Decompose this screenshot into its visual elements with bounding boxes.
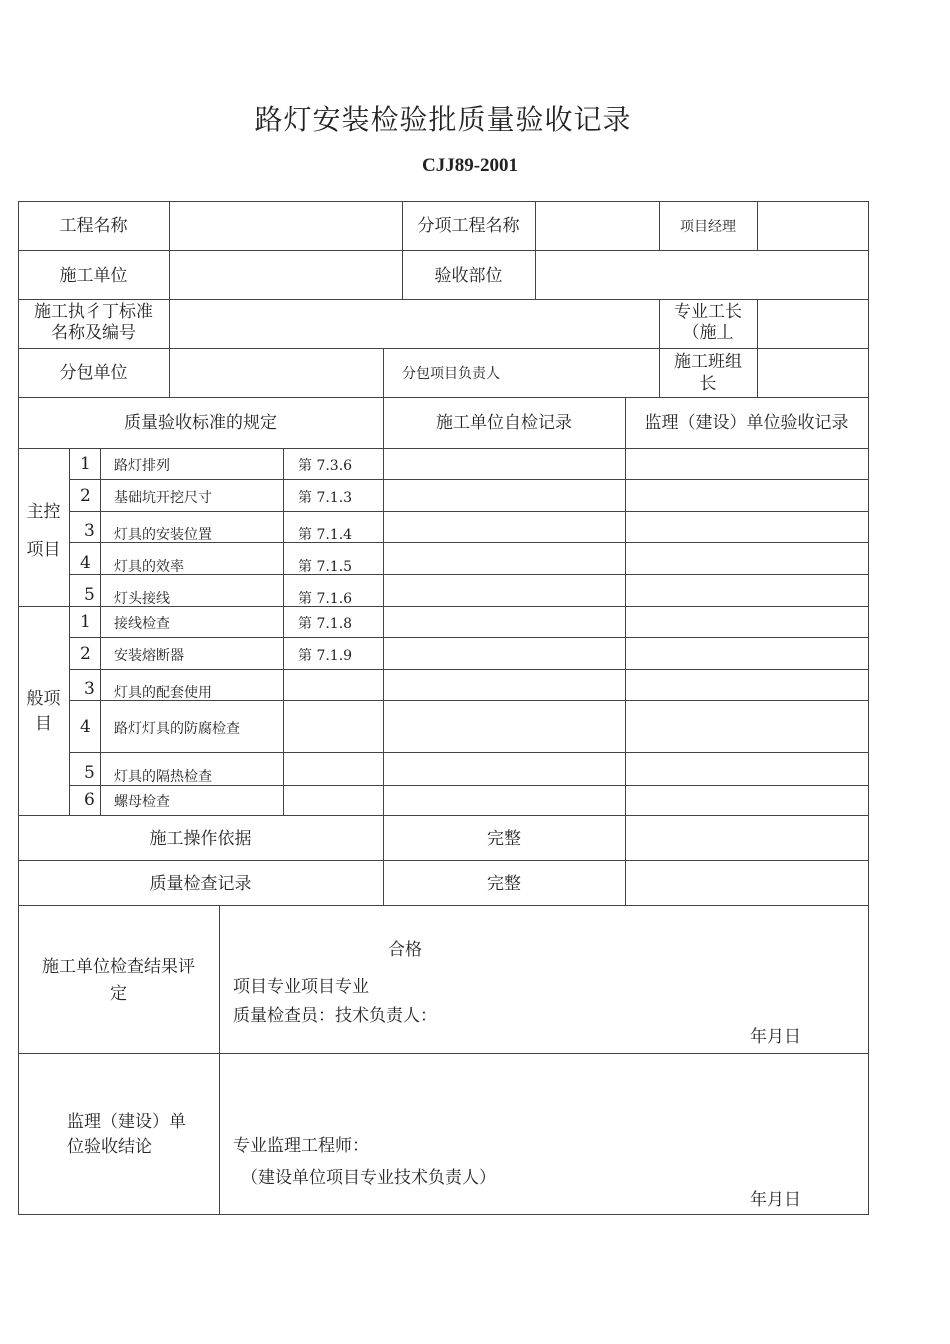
table-row-clause: 第 7.3.6 bbox=[298, 458, 353, 474]
project-name-label: 工程名称 bbox=[59, 216, 128, 236]
table-row-item: 螺母检查 bbox=[114, 794, 170, 810]
page-title: 路灯安装检验批质量验收记录 bbox=[254, 103, 632, 136]
table-line bbox=[69, 511, 869, 512]
table-row-item: 灯具的效率 bbox=[114, 559, 184, 575]
basis-label: 施工操作依据 bbox=[149, 829, 252, 849]
table-row-item: 基础坑开挖尺寸 bbox=[114, 490, 212, 506]
foreman-label-line2: （施丄 bbox=[682, 323, 734, 343]
table-line bbox=[69, 479, 869, 480]
sub-project-label: 分项工程名称 bbox=[417, 216, 520, 236]
foreman-label-line1: 专业工长 bbox=[674, 302, 742, 322]
main-items-label-line2: 项目 bbox=[26, 540, 61, 560]
table-row-item: 灯具的隔热检查 bbox=[114, 769, 212, 785]
records-label: 质量检查记录 bbox=[149, 874, 252, 894]
table-line bbox=[18, 299, 869, 300]
table-row-clause: 第 7.1.9 bbox=[298, 648, 353, 664]
table-row-number: 1 bbox=[80, 454, 91, 474]
table-line bbox=[69, 574, 869, 575]
supervision-result-label-line2: 位验收结论 bbox=[67, 1137, 152, 1157]
column-header-supervision: 监理（建设）单位验收记录 bbox=[644, 413, 849, 433]
table-line bbox=[69, 448, 70, 815]
table-row-clause: 第 7.1.4 bbox=[298, 527, 353, 543]
table-line bbox=[69, 669, 869, 670]
contractor-signature-line1: 项目专业项目专业 bbox=[233, 977, 369, 997]
contractor-result-label-line1: 施工单位检查结果评 bbox=[42, 957, 195, 977]
table-row-clause: 第 7.1.3 bbox=[298, 490, 353, 506]
table-line bbox=[535, 201, 536, 299]
table-line bbox=[18, 860, 869, 861]
table-row-item: 灯头接线 bbox=[114, 591, 170, 607]
sub-leader-label: 分包项目负责人 bbox=[402, 366, 500, 382]
table-row-number: 6 bbox=[84, 790, 95, 810]
table-row-number: 3 bbox=[84, 521, 95, 541]
records-value: 完整 bbox=[487, 874, 521, 894]
table-line bbox=[757, 201, 758, 250]
table-line bbox=[18, 250, 869, 251]
table-line bbox=[18, 1214, 869, 1215]
table-line bbox=[219, 905, 220, 1214]
main-items-label-line1: 主控 bbox=[26, 502, 61, 522]
table-row-clause: 第 7.1.6 bbox=[298, 591, 353, 607]
table-row-item: 灯具的安装位置 bbox=[114, 527, 212, 543]
basis-value: 完整 bbox=[487, 829, 521, 849]
acceptance-part-label: 验收部位 bbox=[434, 266, 503, 286]
table-line bbox=[18, 348, 869, 349]
table-line bbox=[868, 201, 869, 1215]
team-leader-label-line2: 长 bbox=[699, 374, 717, 394]
table-row-item: 路灯排列 bbox=[114, 458, 170, 474]
table-line bbox=[18, 397, 869, 398]
table-line bbox=[625, 397, 626, 905]
table-line bbox=[18, 201, 869, 202]
team-leader-label-line1: 施工班组 bbox=[674, 352, 742, 372]
contractor-verdict: 合格 bbox=[388, 940, 422, 960]
table-row-clause: 第 7.1.8 bbox=[298, 616, 353, 632]
table-row-clause: 第 7.1.5 bbox=[298, 559, 353, 575]
standard-label-line1: 施工执彳丁标准 bbox=[34, 302, 153, 322]
table-row-number: 3 bbox=[84, 679, 95, 699]
table-row-item: 接线检查 bbox=[114, 616, 170, 632]
contractor-result-label-line2: 定 bbox=[110, 984, 127, 1004]
table-row-number: 4 bbox=[80, 553, 91, 573]
contractor-date: 年月日 bbox=[750, 1027, 801, 1047]
table-row-number: 5 bbox=[84, 585, 95, 605]
column-header-standard: 质量验收标准的规定 bbox=[124, 413, 277, 433]
table-line bbox=[69, 752, 869, 753]
general-items-label-line2: 目 bbox=[35, 714, 52, 734]
table-line bbox=[69, 637, 869, 638]
subcontractor-label: 分包单位 bbox=[59, 363, 128, 383]
table-line bbox=[283, 448, 284, 815]
table-row-item: 路灯灯具的防腐检查 bbox=[114, 721, 240, 737]
table-line bbox=[100, 448, 101, 815]
table-line bbox=[757, 299, 758, 397]
table-line bbox=[18, 448, 869, 449]
standard-label-line2: 名称及编号 bbox=[51, 323, 136, 343]
table-row-number: 1 bbox=[80, 612, 91, 632]
standard-code: CJJ89-2001 bbox=[421, 155, 519, 176]
contractor-signature-line2: 质量检查员：技术负责人： bbox=[233, 1006, 437, 1026]
table-row-number: 5 bbox=[84, 763, 95, 783]
contractor-label: 施工单位 bbox=[59, 266, 128, 286]
column-header-self-check: 施工单位自检记录 bbox=[436, 413, 572, 433]
table-row-number: 2 bbox=[80, 644, 91, 664]
table-row-number: 2 bbox=[80, 486, 91, 506]
supervision-result-label-line1: 监理（建设）单 bbox=[67, 1112, 186, 1132]
table-line bbox=[18, 1053, 869, 1054]
table-row-item: 灯具的配套使用 bbox=[114, 685, 212, 701]
project-manager-label: 项目经理 bbox=[680, 219, 736, 235]
table-row-number: 4 bbox=[80, 717, 91, 737]
table-line bbox=[18, 815, 869, 816]
supervision-signature-line1: 专业监理工程师： bbox=[233, 1136, 369, 1156]
table-line bbox=[18, 905, 869, 906]
table-line bbox=[169, 201, 170, 397]
table-row-item: 安装熔断器 bbox=[114, 648, 184, 664]
supervision-date: 年月日 bbox=[750, 1190, 801, 1210]
general-items-label-line1: 般项 bbox=[26, 689, 61, 709]
supervision-signature-line2: （建设单位项目专业技术负责人） bbox=[241, 1168, 496, 1188]
